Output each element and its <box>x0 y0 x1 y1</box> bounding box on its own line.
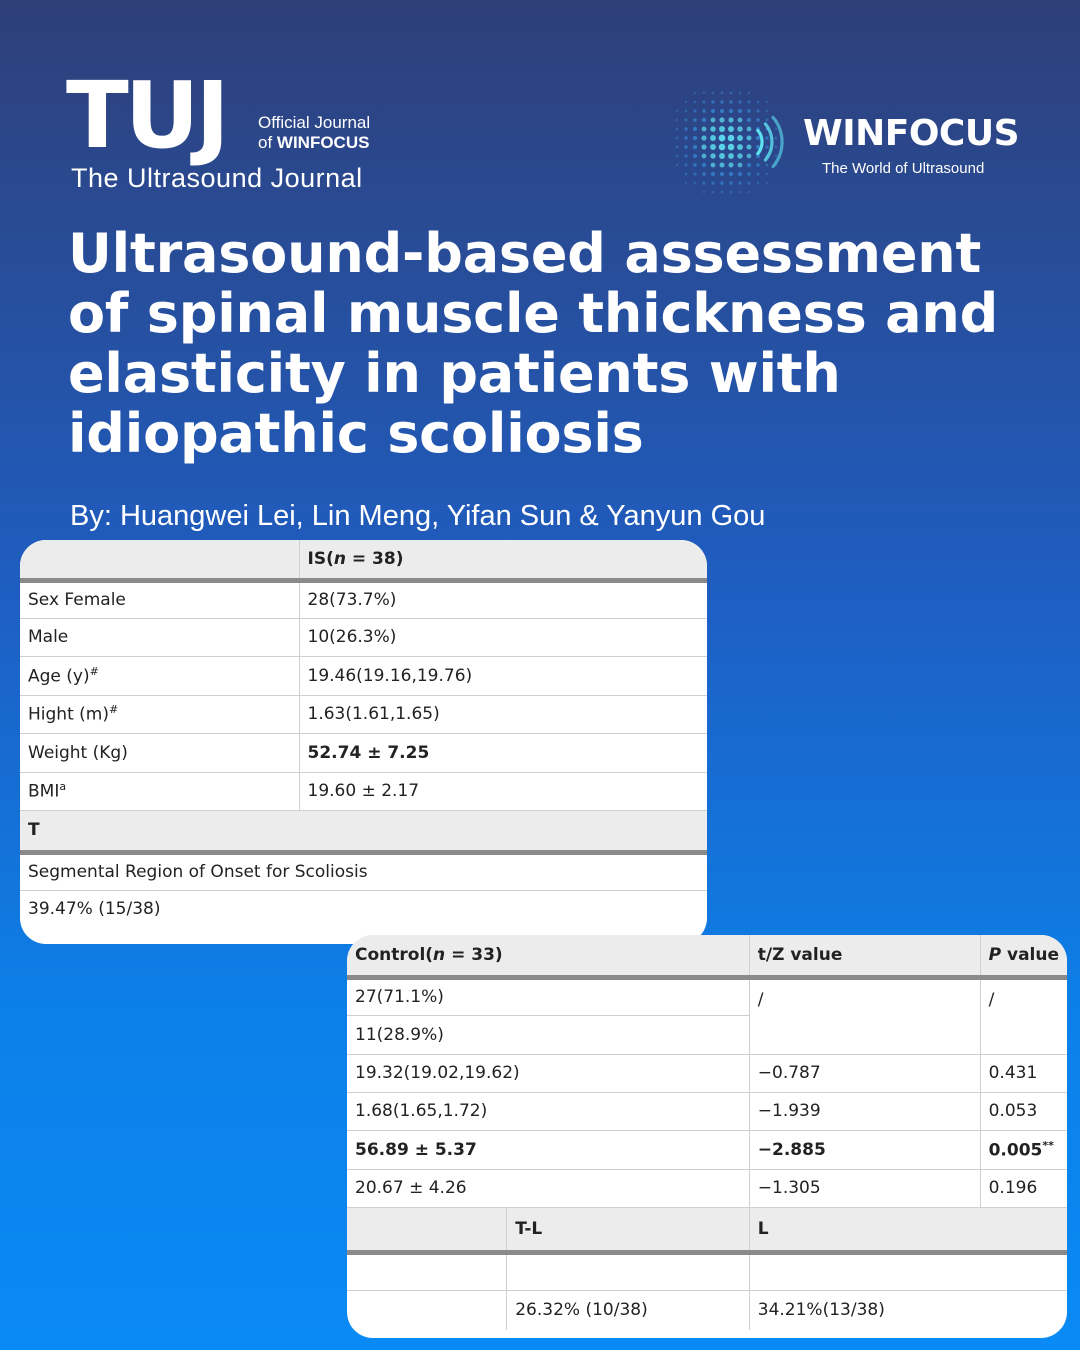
row-p: 0.005 <box>988 1140 1043 1161</box>
tuj-logo: TUJ <box>66 62 226 169</box>
tuj-official-journal-label <box>258 113 370 153</box>
article-title: Ultrasound-based assessment of spinal muscle thickness and elasticity in patients with idiopathic scoliosis <box>68 222 999 465</box>
row-control: 27(71.1%) <box>347 977 749 1015</box>
table-row <box>20 772 707 810</box>
table-row <box>347 977 1067 1015</box>
row-control: 56.89 ± 5.37 <box>347 1130 749 1169</box>
section-empty-cell <box>347 1252 507 1290</box>
row-value: 10(26.3%) <box>299 618 707 656</box>
section-row-l: 34.21%(13/38) <box>749 1290 1067 1330</box>
section-header-row <box>347 1207 1067 1252</box>
row-label-cell <box>20 656 299 695</box>
winfocus-tagline: The World of Ultrasound <box>822 160 985 177</box>
row-tz: −1.305 <box>749 1169 980 1207</box>
table-row <box>347 1290 1067 1330</box>
tuj-official-brand: WINFOCUS <box>276 133 370 152</box>
tuj-official-line1: Official Journal <box>258 113 371 132</box>
significance-mark: ** <box>1042 1138 1054 1152</box>
row-label-cell <box>20 695 299 733</box>
section-header-row <box>20 810 707 852</box>
row-label: Age (y) <box>28 666 90 687</box>
row-control: 20.67 ± 4.26 <box>347 1169 749 1207</box>
row-value: 28(73.7%) <box>299 580 707 618</box>
row-label: Male <box>20 618 299 656</box>
article-authors: By: Huangwei Lei, Lin Meng, Yifan Sun & Yanyun Gou <box>70 500 766 532</box>
row-p: / <box>980 977 1067 1054</box>
row-control: 1.68(1.65,1.72) <box>347 1092 749 1130</box>
table-row <box>20 733 707 772</box>
row-p: 0.431 <box>980 1054 1067 1092</box>
tuj-official-line2 <box>258 133 370 153</box>
table-header-row <box>347 935 1067 977</box>
row-p: 0.053 <box>980 1092 1067 1130</box>
section-row-label: Segmental Region of Onset for Scoliosis <box>20 852 707 890</box>
row-label: Hight (m) <box>28 704 109 725</box>
winfocus-logo-icon <box>662 78 790 206</box>
table-row <box>20 656 707 695</box>
winfocus-name: WINFOCUS <box>803 113 1020 154</box>
section-row-value: 39.47% (15/38) <box>20 890 707 928</box>
table-row <box>20 852 707 890</box>
table-header-row <box>20 540 707 580</box>
table-is-group <box>20 540 707 944</box>
row-label: Sex Female <box>20 580 299 618</box>
section-header-cell <box>347 1207 507 1252</box>
section-header-tl: T-L <box>507 1207 750 1252</box>
table-row <box>347 1092 1067 1130</box>
header-cell-p: P value <box>980 935 1067 977</box>
row-tz: −1.939 <box>749 1092 980 1130</box>
row-label: BMI <box>28 781 60 802</box>
footnote-mark: # <box>89 664 99 678</box>
table-control-group <box>347 935 1067 1338</box>
header-cell-tz: t/Z value <box>749 935 980 977</box>
row-label: Weight (Kg) <box>20 733 299 772</box>
table-row <box>20 695 707 733</box>
table-row <box>347 1252 1067 1290</box>
row-p: 0.196 <box>980 1169 1067 1207</box>
row-value: 19.46(19.16,19.76) <box>299 656 707 695</box>
tuj-official-of: of <box>258 133 277 152</box>
row-tz: / <box>749 977 980 1054</box>
table-row <box>20 890 707 928</box>
row-tz: −2.885 <box>749 1130 980 1169</box>
table-row <box>20 580 707 618</box>
row-tz: −0.787 <box>749 1054 980 1092</box>
table-row <box>347 1054 1067 1092</box>
footnote-mark: a <box>59 780 67 794</box>
tuj-subtitle: The Ultrasound Journal <box>71 163 363 193</box>
header-cell-empty <box>20 540 299 580</box>
is-group-table <box>20 540 707 928</box>
row-value: 52.74 ± 7.25 <box>299 733 707 772</box>
section-row-tl: 26.32% (10/38) <box>507 1290 750 1330</box>
row-p-cell <box>980 1130 1067 1169</box>
row-label-cell <box>20 772 299 810</box>
table-row <box>347 1130 1067 1169</box>
header-cell-control: Control(n = 33) <box>347 935 749 977</box>
row-value: 1.63(1.61,1.65) <box>299 695 707 733</box>
header-cell-is: IS(n = 38) <box>299 540 707 580</box>
section-header-cell: T <box>20 810 707 852</box>
row-value: 19.60 ± 2.17 <box>299 772 707 810</box>
table-row <box>347 1169 1067 1207</box>
section-empty-cell <box>507 1252 750 1290</box>
section-header-l: L <box>749 1207 1067 1252</box>
control-group-table <box>347 935 1067 1330</box>
row-control: 11(28.9%) <box>347 1015 749 1054</box>
section-empty-cell <box>749 1252 1067 1290</box>
section-row-label <box>347 1290 507 1330</box>
table-row <box>20 618 707 656</box>
row-control: 19.32(19.02,19.62) <box>347 1054 749 1092</box>
footnote-mark: # <box>108 703 119 717</box>
